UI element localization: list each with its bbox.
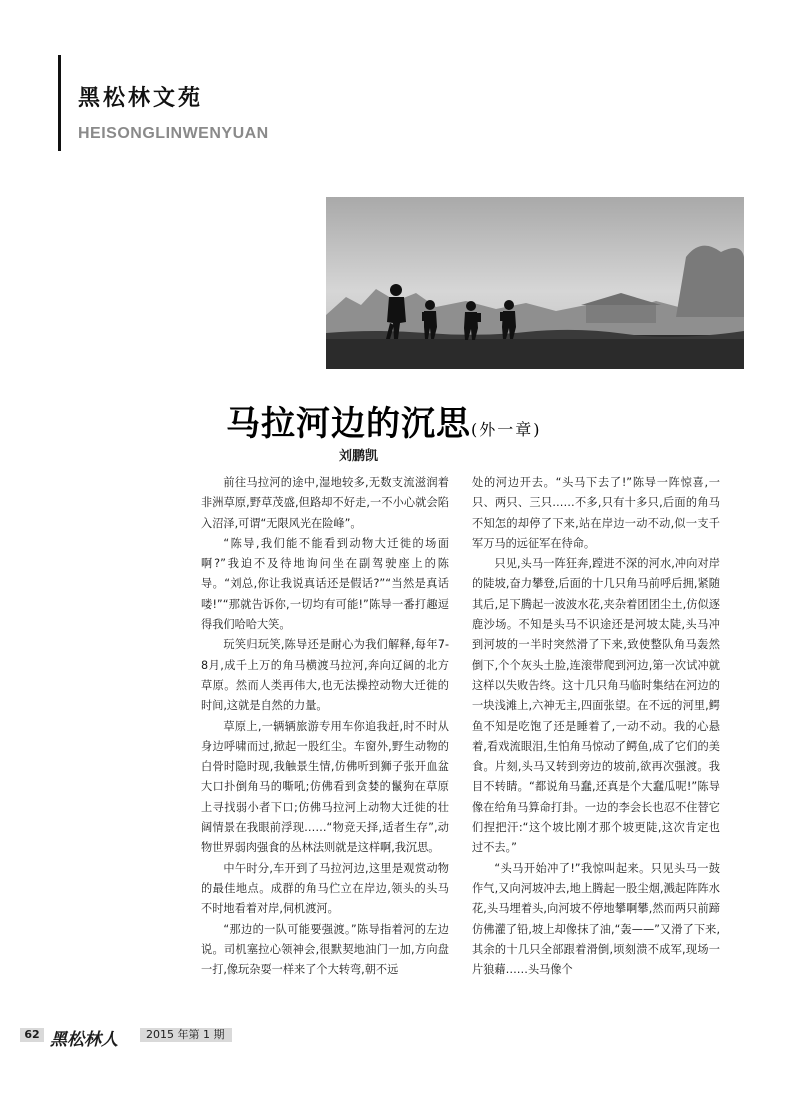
paragraph: 前往马拉河的途中,湿地较多,无数支流滋润着非洲草原,野草茂盛,但路却不好走,一不小心就会陷入沼泽,可谓“无限风光在险峰”。 — [201, 476, 449, 530]
paragraph: 中午时分,车开到了马拉河边,这里是观赏动物的最佳地点。成群的角马伫立在岸边,领头的头马不时地看着对岸,伺机渡河。 — [201, 861, 449, 916]
right-text-column — [472, 473, 720, 980]
paragraph: 只见,头马一阵狂奔,蹚进不深的河水,冲向对岸的陡坡,奋力攀登,后面的十几只角马前呼后拥,紧随其后,足下腾起一波波水花,夹杂着团团尘土,仿似逐鹿沙场。不知是头马不识途还是河坡太陡,头马冲到河坡的一半时突然滑了下来,致使整队角马轰然倒下,个个灰头土脸,连滚带爬到河边,第一次试冲就这样以失败告终。这十几只角马临时集结在河边的一块浅滩上,六神无主,四面张望。在不远的河里,鳄鱼不知是吃饱了还是睡着了,一动不动。我的心悬着,看戏流眼泪,生怕角马惊动了鳄鱼,成了它们的美食。片刻,头马又转到旁边的坡前,欲再次强渡。我目不转睛。“都说角马蠢,还真是个大蠢瓜呢!”陈导像在给角马算命打卦。一边的李会长也忍不住替它们捏把汗:“这个坡比刚才那个坡更陡,这次肯定也过不去。” — [472, 557, 720, 855]
paragraph-continued: 处的河边开去。“头马下去了!”陈导一阵惊喜,一只、两只、三只……不多,只有十多只,后面的角马不知怎的却停了下来,站在岸边一动不动,似一支千军万马的远征军在待命。 — [472, 476, 720, 550]
paragraph: 玩笑归玩笑,陈导还是耐心为我们解释,每年7-8月,成千上万的角马横渡马拉河,奔向辽阔的北方草原。然而人类再伟大,也无法操控动物大迁徙的时间,这就是自然的力量。 — [201, 638, 449, 713]
column-title: 黑松林文苑 — [78, 86, 204, 111]
article-subtitle: (外一章) — [471, 420, 542, 439]
column-pinyin: HEISONGLINWENYUAN — [78, 125, 269, 142]
header-vertical-rule — [58, 55, 61, 151]
article-photo — [326, 197, 744, 369]
article-title — [226, 396, 542, 445]
page-footer — [0, 1028, 793, 1050]
paragraph: 草原上,一辆辆旅游专用车你追我赶,时不时从身边呼啸而过,掀起一股红尘。车窗外,野生动物的白骨时隐时现,我触景生情,仿佛听到狮子张开血盆大口扑倒角马的嘶吼;仿佛看到贪婪的鬣狗在草原上寻找弱小者下口;仿佛马拉河上动物大迁徙的壮阔情景在我眼前浮现……“物竞天择,适者生存”,动物世界弱肉强食的丛林法则就是这样啊,我沉思。 — [201, 719, 449, 855]
paragraph: “那边的一队可能要强渡。”陈导指着河的左边说。司机塞拉心领神会,很默契地油门一加,方向盘一打,像玩杂耍一样来了个大转弯,朝不远 — [201, 922, 449, 977]
paragraph: “陈导,我们能不能看到动物大迁徙的场面啊?”我迫不及待地询问坐在副驾驶座上的陈导。“刘总,你让我说真话还是假话?”“当然是真话喽!”“那就告诉你,一切均有可能!”陈导一番打趣逗得我们哈哈大笑。 — [201, 536, 449, 632]
paragraph: “头马开始冲了!”我惊叫起来。只见头马一鼓作气,又向河坡冲去,地上腾起一股尘烟,溅起阵阵水花,头马埋着头,向河坡不停地攀啊攀,然而两只前蹄仿佛灌了铅,坡上却像抹了油,“轰——”又滑了下来,其余的十几只全部跟着滑倒,顷刻溃不成军,现场一片狼藉……头马像个 — [472, 861, 720, 977]
article-author: 刘鹏凯 — [339, 449, 379, 464]
page-number: 62 — [20, 1028, 44, 1042]
magazine-logo: 黑松林人 — [50, 1030, 118, 1050]
issue-label: 2015 年第 1 期 — [140, 1028, 232, 1042]
left-text-column — [201, 473, 449, 980]
article-title-text: 马拉河边的沉思 — [226, 404, 471, 444]
